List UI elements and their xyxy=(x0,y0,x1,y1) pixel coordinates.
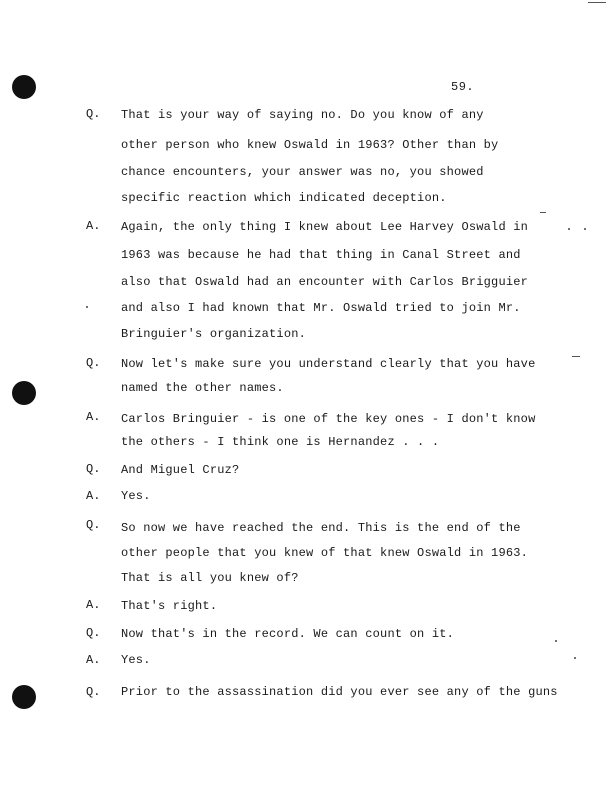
page-number: 59. xyxy=(451,80,475,94)
transcript-line: Yes. xyxy=(121,653,151,667)
transcript-line: other person who knew Oswald in 1963? Other than by xyxy=(121,138,499,152)
speaker-label: Q. xyxy=(86,626,101,640)
scan-speck xyxy=(588,2,606,3)
scan-speck xyxy=(540,212,546,213)
transcript-line: So now we have reached the end. This is the end of the xyxy=(121,521,521,535)
speaker-label: Q. xyxy=(86,107,101,121)
transcript-line: 1963 was because he had that thing in Canal Street and xyxy=(121,248,521,262)
transcript-line: That is all you knew of? xyxy=(121,571,299,585)
speaker-label: A. xyxy=(86,219,101,233)
transcript-line: Now let's make sure you understand clearly that you have xyxy=(121,357,536,371)
speaker-label: Q. xyxy=(86,685,101,699)
transcript-line: and also I had known that Mr. Oswald tried to join Mr. xyxy=(121,301,521,315)
speaker-label: A. xyxy=(86,489,101,503)
binder-hole-top xyxy=(12,75,36,99)
scan-speck xyxy=(584,228,586,230)
transcript-line: chance encounters, your answer was no, you showed xyxy=(121,165,484,179)
speaker-label: Q. xyxy=(86,518,101,532)
transcript-line: That is your way of saying no. Do you know of any xyxy=(121,108,484,122)
transcript-line: other people that you knew of that knew Oswald in 1963. xyxy=(121,546,529,560)
speaker-label: A. xyxy=(86,598,101,612)
transcript-line: also that Oswald had an encounter with Carlos Brigguier xyxy=(121,275,529,289)
speaker-label: A. xyxy=(86,410,101,424)
transcript-line: named the other names. xyxy=(121,381,284,395)
transcript-line: Yes. xyxy=(121,489,151,503)
speaker-label: Q. xyxy=(86,462,101,476)
transcript-line: the others - I think one is Hernandez . . . xyxy=(121,435,440,449)
speaker-label: A. xyxy=(86,653,101,667)
transcript-line: specific reaction which indicated deception. xyxy=(121,191,447,205)
scan-speck xyxy=(568,228,570,230)
scan-speck xyxy=(572,356,580,357)
scan-speck xyxy=(574,657,576,659)
speaker-label: Q. xyxy=(86,356,101,370)
transcript-line: Carlos Bringuier - is one of the key ones - I don't know xyxy=(121,412,536,426)
scan-speck xyxy=(86,306,88,308)
transcript-line: Bringuier's organization. xyxy=(121,327,307,341)
transcript-line: Again, the only thing I knew about Lee Harvey Oswald in xyxy=(121,220,529,234)
binder-hole-middle xyxy=(12,381,36,405)
transcript-line: Prior to the assassination did you ever see any of the guns xyxy=(121,685,558,699)
transcript-line: And Miguel Cruz? xyxy=(121,463,240,477)
transcript-line: Now that's in the record. We can count on it. xyxy=(121,627,455,641)
scan-speck xyxy=(555,640,557,642)
transcript-line: That's right. xyxy=(121,599,218,613)
binder-hole-bottom xyxy=(12,685,36,709)
